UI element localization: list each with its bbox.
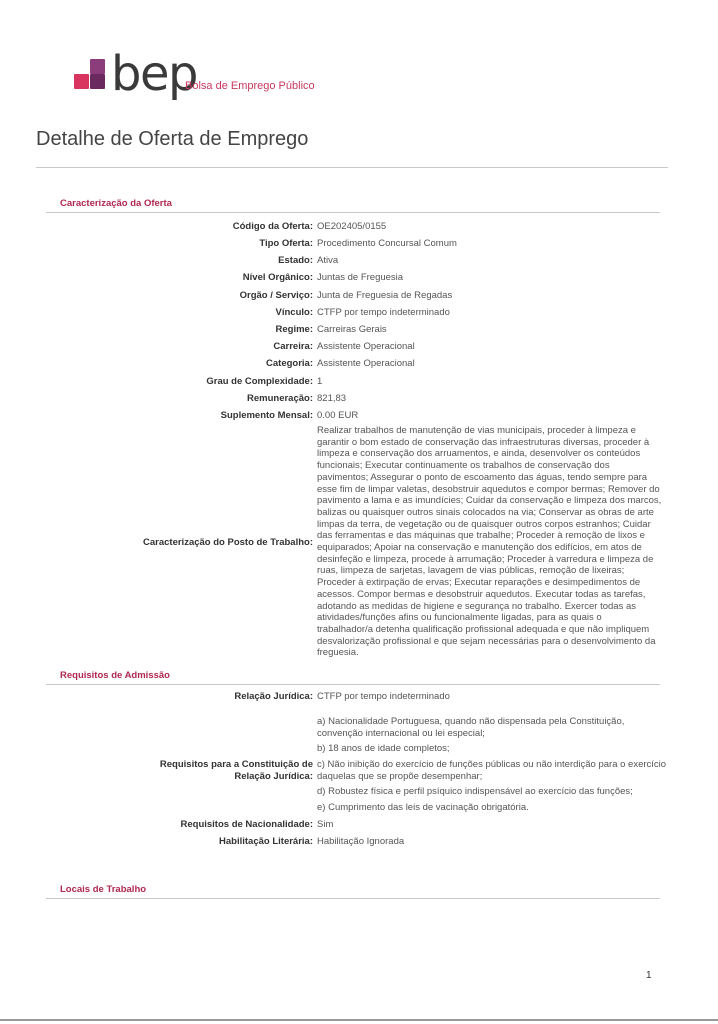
field-label: Carreira: [273, 341, 313, 352]
description-line: limpeza e conservação dos arruamentos, e ainda, desenvolver os conteúdos [317, 448, 641, 460]
description-line: pavimento a lama e as imundícies; Cuidar da conservação e limpeza dos marcos, [317, 495, 662, 507]
section-divider [46, 898, 660, 899]
logo-text: bep [111, 46, 197, 102]
description-line: desinfeção e limpeza, procede à arrumação; Proceder à varredura e limpeza de [317, 553, 654, 565]
page-bottom-border [0, 1019, 718, 1021]
field-label: Tipo Oferta: [259, 238, 313, 249]
description-line: freguesia. [317, 647, 359, 659]
field-value: Sim [317, 819, 334, 830]
field-label: Relação Jurídica: [234, 691, 313, 702]
description-line: das ferramentas e das máquinas que trabalhe; Proceder à remoção de lixos e [317, 530, 645, 542]
page-number: 1 [646, 970, 652, 981]
description-line: desvalorização profissional e que sejam necessárias para o desenvolvimento da [317, 635, 656, 647]
logo-subtitle: Bolsa de Emprego Público [185, 80, 315, 92]
requirement-item: b) 18 anos de idade completos; [317, 743, 450, 754]
field-label: Remuneração: [247, 393, 313, 404]
field-label: Grau de Complexidade: [206, 376, 313, 387]
section-divider [46, 212, 660, 213]
field-label: Estado: [278, 255, 313, 266]
description-line: trabalhador/a detenha qualificação profissional adequada e que não impliquem [317, 623, 650, 635]
requirement-item: e) Cumprimento das leis de vacinação obrigatória. [317, 802, 529, 813]
field-value: 0.00 EUR [317, 410, 359, 421]
field-value: OE202405/0155 [317, 221, 387, 232]
field-value: Junta de Freguesia de Regadas [317, 290, 453, 301]
constituicao-label [160, 759, 313, 783]
description-line: Realizar trabalhos de manutenção de vias municipais, proceder à limpeza e [317, 425, 636, 436]
field-value: Juntas de Freguesia [317, 272, 404, 283]
description-line: adotando as medidas de higiene e segurança no trabalho. Exercer todas as [317, 600, 636, 612]
requirement-item: d) Robustez física e perfil psíquico indispensável ao exercício das funções; [317, 786, 633, 797]
field-label: Orgão / Serviço: [239, 290, 313, 301]
section-title-caracterizacao: Caracterização da Oferta [60, 198, 172, 209]
logo-mark-icon [74, 58, 110, 94]
field-label: Suplemento Mensal: [220, 410, 313, 421]
field-value: CTFP por tempo indeterminado [317, 691, 450, 702]
field-label: Requisitos de Nacionalidade: [180, 819, 313, 830]
field-value: Ativa [317, 255, 339, 266]
description-line: limpas da terra, de vegetação ou de quaisquer outros corpos estranhos; Cuidar [317, 518, 651, 530]
section-title-locais: Locais de Trabalho [60, 884, 147, 895]
field-value: Habilitação Ignorada [317, 836, 405, 847]
section-divider [46, 684, 660, 685]
description-line: atividades/funções afins ou funcionalmente ligadas, para as quais o [317, 612, 602, 624]
title-divider [36, 167, 668, 168]
posto-label: Caracterização do Posto de Trabalho: [143, 537, 313, 548]
page-title: Detalhe de Oferta de Emprego [36, 128, 309, 150]
field-label: Código da Oferta: [232, 221, 313, 232]
description-line: acessos. Compor bermas e desobstruir aquedutos. Executar todas as tarefas, [317, 588, 646, 600]
field-value: 821,83 [317, 393, 347, 404]
description-line: ruas, limpeza de sarjetas, lavagem de vias públicas, remoção de lixeiras; [317, 565, 625, 577]
field-label: Categoria: [266, 358, 313, 369]
field-label: Nível Orgânico: [242, 272, 313, 283]
field-value: Carreiras Gerais [317, 324, 387, 335]
description-line: funcionais; Executar continuamente os trabalhos de conservação dos [317, 460, 610, 472]
description-line: garantir o bom estado de conservação das infraestruturas diversas, proceder à [317, 436, 650, 448]
description-line: equiparados; Apoiar na conservação e manutenção dos edifícios, em atos de [317, 542, 642, 554]
field-label: Vínculo: [275, 307, 313, 318]
field-value: 1 [317, 376, 323, 387]
field-value: Procedimento Concursal Comum [317, 238, 457, 249]
constituicao-label-line: Requisitos para a Constituição de [159, 759, 313, 770]
field-label: Regime: [275, 324, 313, 335]
description-line: balizas ou quaisquer outros sinais colocados na via; Conservar as obras de arte [317, 506, 654, 518]
requirement-item: a) Nacionalidade Portuguesa, quando não dispensada pela Constituição, convenção internacional ou lei especial; [317, 716, 625, 739]
posto-description [317, 425, 672, 659]
description-line: Proceder à extirpação de ervas; Executar reparações e desimpedimentos de [317, 577, 641, 589]
field-value: CTFP por tempo indeterminado [317, 307, 450, 318]
section-title-requisitos: Requisitos de Admissão [60, 670, 170, 681]
description-line: pavimentos; Assegurar o ponto de escoamento das águas, tendo sempre para [317, 471, 648, 483]
field-value: Assistente Operacional [317, 341, 415, 352]
constituicao-label-line: Relação Jurídica: [234, 771, 313, 782]
description-line: esse fim de limpar valetas, desobstruir aquedutos e compor bermas; Remover do [317, 483, 660, 495]
field-value: Assistente Operacional [317, 358, 415, 369]
field-label: Habilitação Literária: [219, 836, 313, 847]
requirement-item: c) Não inibição do exercício de funções públicas ou não interdição para o exercício daquelas que se propõe desempenhar; [317, 759, 667, 782]
